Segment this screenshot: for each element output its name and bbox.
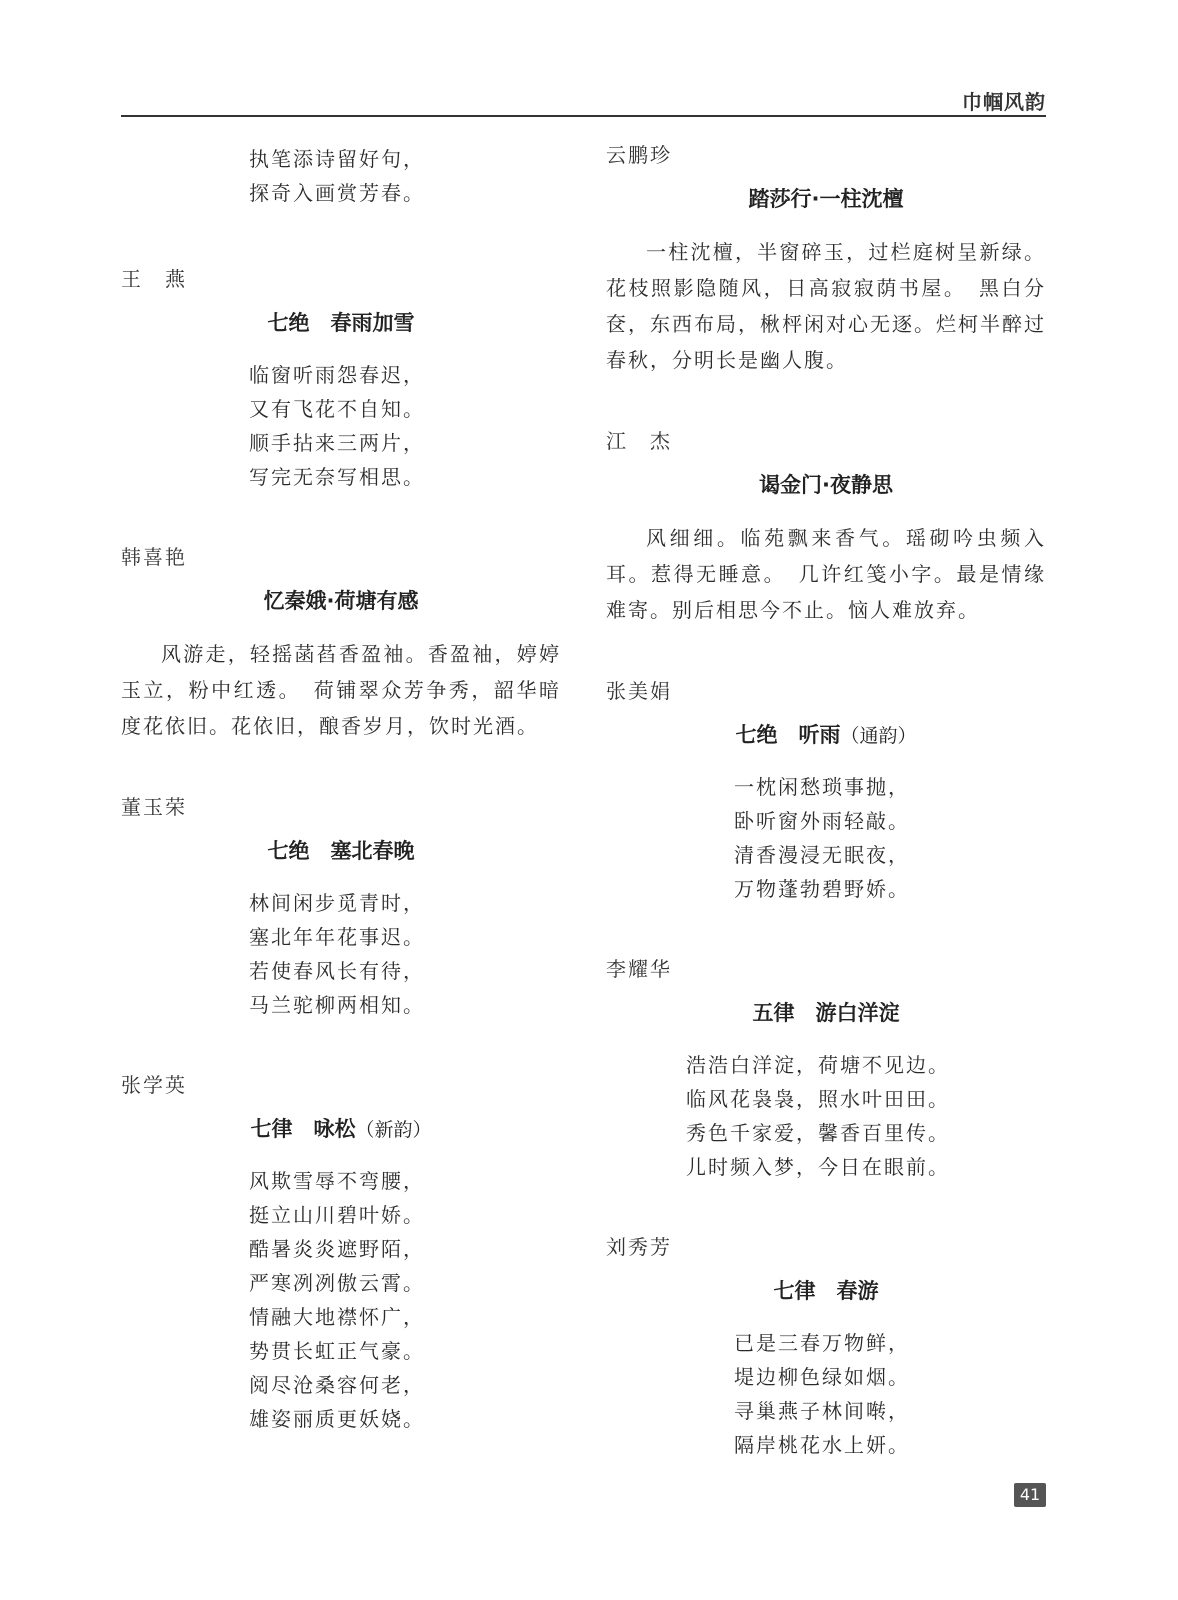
poem-author: 韩喜艳 (121, 545, 187, 569)
poem-prose: 风细细。临苑飘来香气。瑶砌吟虫频入耳。惹得无睡意。 几许红笺小字。最是情缘难寄。别后相思今不止。恼人难放弃。 (606, 526, 1046, 622)
poem-lines (121, 1164, 561, 1436)
poem-block (121, 1070, 561, 1436)
poem-author: 江 杰 (606, 429, 672, 453)
poem-author: 张学英 (121, 1073, 187, 1097)
poem-block (121, 264, 561, 494)
poem-line: 马兰驼柳两相知。 (249, 993, 425, 1017)
poem-block (121, 792, 561, 1022)
poem-block (606, 140, 1046, 378)
poem-block (121, 542, 561, 744)
poem-lines (606, 1048, 1046, 1184)
poem-block (606, 426, 1046, 628)
poem-title: 七绝 春雨加雪 (267, 311, 415, 335)
poem-title: 谒金门·夜静思 (759, 473, 893, 497)
poem-line: 挺立山川碧叶娇。 (249, 1203, 425, 1227)
poem-line: 浩浩白洋淀，荷塘不见边。 (686, 1053, 950, 1077)
poem-line: 万物蓬勃碧野娇。 (734, 877, 910, 901)
poem-block (606, 676, 1046, 906)
poem-title: 七律 春游 (773, 1279, 879, 1303)
poem-title: 七绝 听雨（通韵） (735, 723, 917, 747)
poem-title: 五律 游白洋淀 (752, 1001, 900, 1025)
poem-title: 踏莎行·一柱沈檀 (748, 187, 904, 211)
poem-line: 清香漫浸无眠夜， (734, 843, 910, 867)
poem-line: 卧听窗外雨轻敲。 (734, 809, 910, 833)
poem-author: 李耀华 (606, 957, 672, 981)
poem-lines (606, 1326, 1046, 1462)
poem-line: 又有飞花不自知。 (249, 397, 425, 421)
poem-line: 探奇入画赏芳春。 (249, 181, 425, 205)
poem-line: 秀色千家爱，馨香百里传。 (686, 1121, 950, 1145)
poem-author: 王 燕 (121, 267, 187, 291)
page-number: 41 (1014, 1483, 1046, 1507)
poem-author: 刘秀芳 (606, 1235, 672, 1259)
header-rule (121, 115, 1046, 117)
poem-author: 董玉荣 (121, 795, 187, 819)
poem-line: 执笔添诗留好句， (249, 147, 425, 171)
poem-author: 张美娟 (606, 679, 672, 703)
poem-line: 顺手拈来三两片， (249, 431, 425, 455)
poem-line: 儿时频入梦，今日在眼前。 (686, 1155, 950, 1179)
poem-line: 若使春风长有待， (249, 959, 425, 983)
poem-prose: 风游走，轻摇菡萏香盈袖。香盈袖，婷婷玉立，粉中红透。 荷铺翠众芳争秀，韶华暗度花依旧。花依旧，酿香岁月，饮时光酒。 (121, 642, 561, 738)
poem-line: 堤边柳色绿如烟。 (734, 1365, 910, 1389)
poem-block (606, 954, 1046, 1184)
poem-line: 严寒冽冽傲云霄。 (249, 1271, 425, 1295)
poem-line: 写完无奈写相思。 (249, 465, 425, 489)
poem-line: 塞北年年花事迟。 (249, 925, 425, 949)
poem-author: 云鹏珍 (606, 143, 672, 167)
poem-line: 一枕闲愁琐事抛， (734, 775, 910, 799)
poem-line: 阅尽沧桑容何老， (249, 1373, 425, 1397)
poem-lines (121, 886, 561, 1022)
poem-line: 临窗听雨怨春迟， (249, 363, 425, 387)
left-column (121, 140, 561, 1484)
poem-line: 势贯长虹正气豪。 (249, 1339, 425, 1363)
poem-lines (606, 770, 1046, 906)
poem-line: 风欺雪辱不弯腰， (249, 1169, 425, 1193)
poem-line: 林间闲步觅青时， (249, 891, 425, 915)
poem-continuation (121, 142, 561, 210)
poem-line: 情融大地襟怀广， (249, 1305, 425, 1329)
right-column (606, 140, 1046, 1462)
poem-line: 隔岸桃花水上妍。 (734, 1433, 910, 1457)
poem-title: 七绝 塞北春晚 (267, 839, 415, 863)
poem-block (606, 1232, 1046, 1462)
poem-line: 酷暑炎炎遮野陌， (249, 1237, 425, 1261)
poem-line: 已是三春万物鲜， (734, 1331, 910, 1355)
poem-prose: 一柱沈檀，半窗碎玉，过栏庭树呈新绿。花枝照影隐随风，日高寂寂荫书屋。 黑白分奁，东西布局，楸枰闲对心无逐。烂柯半醉过春秋，分明长是幽人腹。 (606, 240, 1046, 372)
poem-title: 忆秦娥·荷塘有感 (263, 589, 419, 613)
poem-lines (121, 358, 561, 494)
poem-line: 寻巢燕子林间啭， (734, 1399, 910, 1423)
poem-title: 七律 咏松（新韵） (250, 1117, 432, 1141)
section-title: 巾帼风韵 (962, 90, 1046, 114)
poem-line: 雄姿丽质更妖娆。 (249, 1407, 425, 1431)
poem-line: 临风花袅袅，照水叶田田。 (686, 1087, 950, 1111)
